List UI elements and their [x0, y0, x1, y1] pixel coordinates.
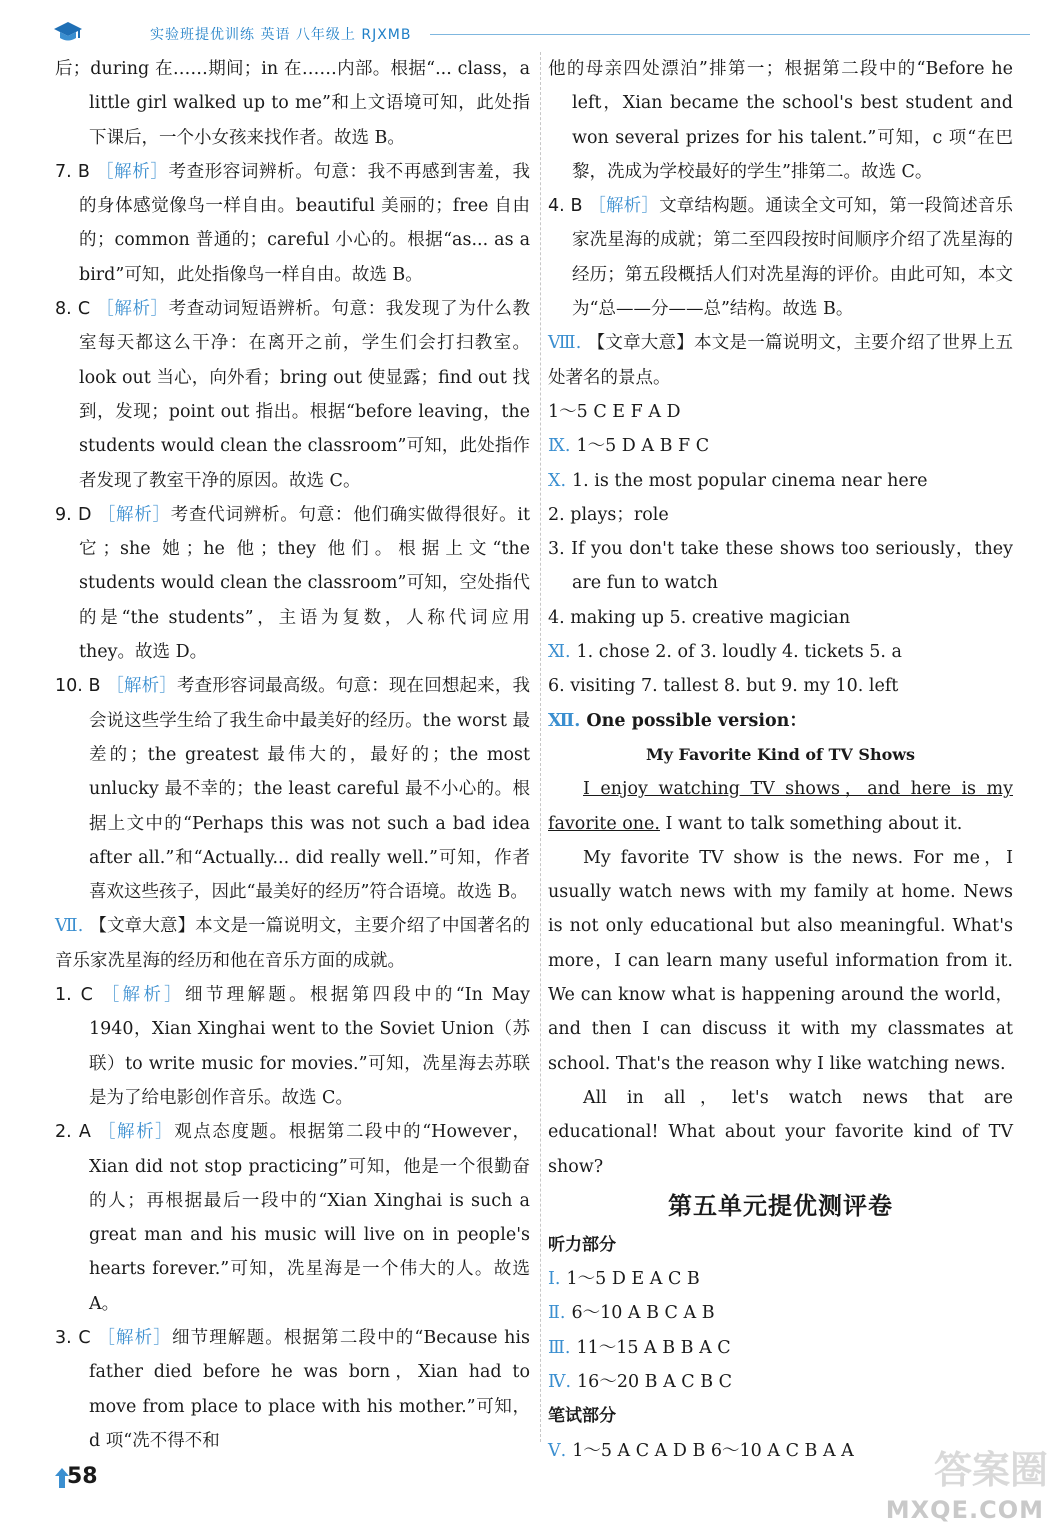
- section-numeral: Ⅷ.: [548, 333, 582, 354]
- essay-title: My Favorite Kind of TV Shows: [645, 744, 916, 764]
- section-10-answer-1: Ⅹ. 1. is the most popular cinema near here: [548, 470, 928, 491]
- analysis-tag: ［解析］: [97, 504, 171, 525]
- site-watermark: [885, 1448, 1052, 1528]
- section-numeral: Ⅱ.: [548, 1303, 566, 1324]
- essay-paragraph-3: All in all，let's watch news that are educational! What about your favorite kind of TV show?: [548, 1087, 1013, 1177]
- listening-answers-2: Ⅱ. 6～10 A B C A B: [548, 1303, 715, 1324]
- section-numeral: Ⅰ.: [548, 1269, 561, 1290]
- page-number: 58: [67, 1464, 98, 1489]
- answer-text: 细节理解题。根据第二段中的“Because his father died before he was born，Xian had to move from place to place with his mother.”可知，d 项“冼不得不和: [89, 1327, 530, 1451]
- analysis-tag: ［解析］: [96, 299, 169, 320]
- section-numeral: Ⅺ.: [548, 642, 571, 663]
- section-numeral: Ⅴ.: [548, 1440, 567, 1461]
- section-7-answer-3: [55, 1321, 530, 1458]
- section-11-answers-1: Ⅺ. 1. chose 2. of 3. loudly 4. tickets 5. a: [548, 642, 902, 663]
- answer-text: 文章结构题。通读全文可知，第一段简述音乐家冼星海的成就；第二至四段按时间顺序介绍了冼星海的经历；第五段概括人们对冼星海的评价。由此可知，本文为“总——分——总”结构。故选 B。: [572, 196, 1014, 320]
- essay-paragraph-2: My favorite TV show is the news. For me，I usually watch news with my family at home. News is not only educational but also meaningful. What's more，I can learn many useful information from it. We can know what is happening around the world，and then I can discuss it with my classmates at school. That's the reason why I like watching news.: [548, 847, 1013, 1074]
- answer-number: 8. C: [55, 299, 91, 320]
- header-rule: [430, 34, 1030, 35]
- analysis-tag: ［解析］: [106, 676, 177, 697]
- continued-paragraph: 他的母亲四处漂泊”排第一；根据第二段中的“Before he left，Xian became the school's best student and won several prizes for his talent.”可知，c 项“在巴黎，冼成为学校最好的学生”排第二。故选 C。: [548, 59, 1013, 182]
- answer-text: 细节理解题。根据第四段中的“In May 1940，Xian Xinghai went to the Soviet Union（苏联）to write music for movies.”可知，冼星海去苏联是为了给电影创作音乐。故选 C。: [89, 985, 530, 1108]
- section-10-answer-2: 2. plays；role: [548, 504, 669, 525]
- section-9-answers: Ⅸ. 1～5 D A B F C: [548, 436, 710, 457]
- answer-text: 观点态度题。根据第二段中的“However，Xian did not stop practicing”可知，他是一个很勤奋的人；再根据最后一段中的“Xian Xinghai is such a great man and his music will live on in people's hearts forever.”可知，冼星海是一个伟大的人。故选 A。: [89, 1122, 531, 1314]
- essay-paragraph-1: I enjoy watching TV shows，and here is my favorite one. I want to talk something about it.: [548, 779, 1013, 834]
- continued-paragraph: 后；during 在……期间；in 在……内部。根据“... class，a little girl walked up to me”和上文语境可知，此处指下课后，一个小女孩来找作者。故选 B。: [55, 59, 530, 148]
- section-10-answer-4-5: 4. making up 5. creative magician: [548, 607, 851, 628]
- section-numeral: Ⅶ.: [55, 916, 84, 937]
- graduation-cap-icon: [54, 20, 82, 44]
- section-10-answer-3: 3. If you don't take these shows too seriously，they are fun to watch: [548, 539, 1013, 594]
- section-7-answer-1: [55, 978, 530, 1115]
- summary-text: 【文章大意】本文是一篇说明文，主要介绍了世界上五处著名的景点。: [548, 333, 1013, 388]
- analysis-tag: ［解析］: [588, 196, 660, 217]
- analysis-tag: ［解析］: [96, 161, 169, 182]
- analysis-tag: ［解析］: [101, 985, 186, 1006]
- page-number-badge: [55, 1462, 105, 1496]
- listening-label: 听力部分: [548, 1234, 616, 1255]
- answer-number: 7. B: [55, 161, 90, 182]
- section-numeral: Ⅲ.: [548, 1337, 571, 1358]
- watermark-text: MXQE.COM: [885, 1496, 1044, 1524]
- unit-title: 第五单元提优测评卷: [668, 1191, 893, 1220]
- answer-text: 考查形容词最高级。句意：现在回想起来，我会说这些学生给了我生命中最美好的经历。the worst 最差的；the greatest 最伟大的，最好的；the most unlucky 最不幸的；the least careful 最不小心的。根据上文中的“Perhaps this was not such a bad idea after all.”和“Actually... did really well.”可知，作者喜欢这些孩子，因此“最美好的经历”符合语境。故选 B。: [89, 676, 531, 903]
- written-answers: Ⅴ. 1～5 A C A D B 6～10 A C B A A: [548, 1440, 854, 1461]
- watermark-logo: 答案圈: [933, 1448, 1048, 1492]
- section-numeral: Ⅹ.: [548, 470, 567, 491]
- listening-answers-3: Ⅲ. 11～15 A B B A C: [548, 1337, 731, 1358]
- section-12-label: Ⅻ. One possible version：: [548, 710, 807, 731]
- answer-text: 考查动词短语辨析。句意：我发现了为什么教室每天都这么干净：在离开之前，学生们会打扫教室。look out 当心，向外看；bring out 使显露；find out 找到，发现；point out 指出。根据“before leaving，the students would clean the classroom”可知，此处指作者发现了教室干净的原因。故选 C。: [79, 299, 530, 491]
- section-11-answers-2: 6. visiting 7. tallest 8. but 9. my 10. left: [548, 676, 899, 697]
- section-7-answer-4: [548, 189, 1013, 326]
- answer-number: 4. B: [548, 196, 583, 217]
- answer-number: 2. A: [55, 1122, 91, 1143]
- section-numeral: Ⅸ.: [548, 436, 571, 457]
- analysis-tag: ［解析］: [97, 1122, 175, 1143]
- section-7-summary: [55, 909, 530, 978]
- answer-7: [55, 155, 530, 292]
- section-numeral: Ⅳ.: [548, 1371, 572, 1392]
- section-8-answers: 1～5 C E F A D: [548, 401, 681, 422]
- summary-text: 【文章大意】本文是一篇说明文，主要介绍了中国著名的音乐家冼星海的经历和他在音乐方面的成就。: [55, 916, 530, 971]
- header-title: 实验班提优训练 英语 八年级上 RJXMB: [150, 27, 412, 43]
- listening-answers-4: Ⅳ. 16～20 B A C B C: [548, 1371, 733, 1392]
- answer-text: 考查形容词辨析。句意：我不再感到害羞，我的身体感觉像鸟一样自由。beautiful 美丽的；free 自由的；common 普通的；careful 小心的。根据“as... as a bird”可知，此处指像鸟一样自由。故选 B。: [79, 161, 531, 285]
- answer-number: 10. B: [55, 676, 101, 697]
- analysis-tag: ［解析］: [97, 1327, 172, 1348]
- answer-number: 1. C: [55, 985, 93, 1006]
- section-numeral: Ⅻ.: [548, 710, 581, 731]
- answer-number: 3. C: [55, 1327, 91, 1348]
- underlined-opening: I enjoy watching TV shows，and here is my favorite one.: [548, 779, 1013, 834]
- listening-answers-1: Ⅰ. 1～5 D E A C B: [548, 1269, 700, 1290]
- written-label: 笔试部分: [548, 1406, 616, 1427]
- page-header: [50, 20, 1030, 50]
- left-column: [55, 52, 530, 1458]
- right-column: [548, 52, 1013, 1468]
- answer-number: 9. D: [55, 504, 92, 525]
- answer-8: [55, 292, 530, 498]
- section-7-answer-2: [55, 1115, 530, 1321]
- column-divider: [540, 52, 541, 1442]
- answer-9: [55, 498, 530, 669]
- answer-10: [55, 669, 530, 909]
- answer-text: 考查代词辨析。句意：他们确实做得很好。it 它；she 她；he 他；they 他们。根据上文“the students would clean the classroom”可知，空处指代的是“the students”，主语为复数，人称代词应用 they。故选 D。: [79, 504, 530, 663]
- section-8-summary: [548, 326, 1013, 395]
